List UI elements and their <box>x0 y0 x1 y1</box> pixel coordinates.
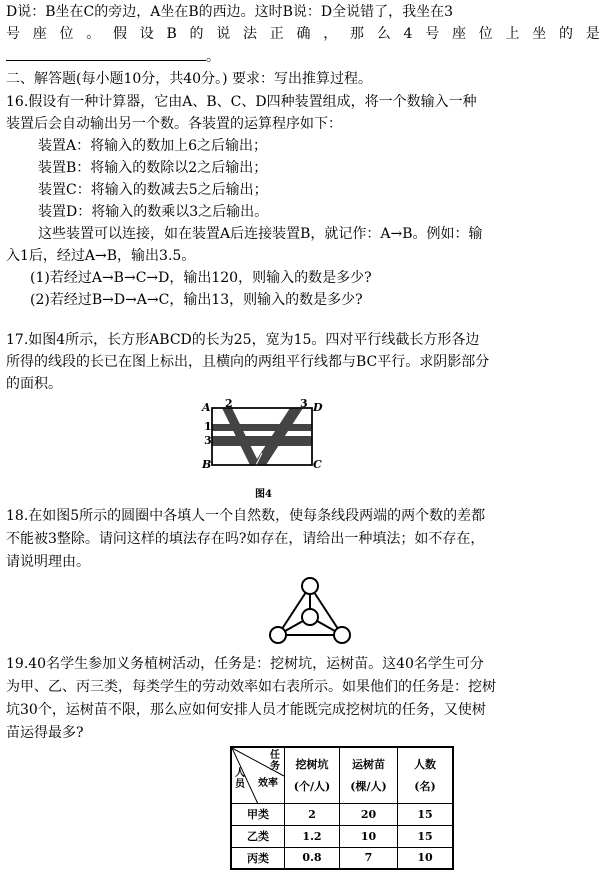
intro-line-2-char: 确 <box>296 26 311 42</box>
q16-device-c: 装置C：将输入的数减去5之后输出； <box>38 182 268 198</box>
segment-number-left-lower: 3 <box>204 434 212 447</box>
label-b: B <box>202 458 212 471</box>
q18-line-2: 不能被3整除。请问这样的填法存在吗?如存在，请给出一种填法；如不存在， <box>6 531 485 547</box>
intro-line-2-char: ， <box>323 26 338 42</box>
intro-line-2-char: 么 <box>376 26 391 42</box>
intro-line-2-char: 坐 <box>532 26 547 42</box>
q19-line-1: 19.40名学生参加义务植树活动，任务是：挖树坑，运树苗。这40名学生可分 <box>6 656 484 672</box>
table-row <box>231 825 453 847</box>
corner-people-label: 人员 <box>235 768 245 790</box>
q16-device-d: 装置D：将输入的数乘以3之后输出。 <box>38 204 269 220</box>
circle-bottom-left <box>270 627 286 643</box>
figure-4-caption: 图4 <box>255 489 272 500</box>
row-count: 10 <box>398 847 454 869</box>
header-carry <box>340 747 398 803</box>
label-d: D <box>313 401 323 414</box>
table-row <box>231 847 453 869</box>
row-label: 甲类 <box>231 803 285 825</box>
intro-line-2-char: 的 <box>189 26 204 42</box>
row-dig: 1.2 <box>285 825 340 847</box>
intro-line-2-char: 座 <box>451 26 466 42</box>
intro-line-2-char: 座 <box>32 26 47 42</box>
intro-line-2-char: 上 <box>505 26 520 42</box>
figure-4-rectangle <box>200 398 330 478</box>
intro-line-2-char: 号 <box>6 26 20 42</box>
circle-bottom-right <box>334 627 350 643</box>
corner-task-label: 任务 <box>270 750 280 772</box>
segment-number-top-left: 2 <box>225 397 233 410</box>
intro-line-3 <box>6 46 600 67</box>
q19-line-3: 坑30个，运树苗不限，那么应如何安排人员才能既完成挖树坑的任务，又使树 <box>6 702 486 718</box>
circle-center <box>302 609 318 625</box>
segment-number-top-right: 3 <box>300 397 308 410</box>
row-dig: 0.8 <box>285 847 340 869</box>
row-carry: 20 <box>340 803 398 825</box>
q17-line-1: 17.如图4所示，长方形ABCD的长为25，宽为15。四对平行线截长方形各边 <box>6 332 480 348</box>
intro-line-2-char: 4 <box>403 26 413 42</box>
header-dig-name: 挖树坑 <box>295 758 329 772</box>
intro-line-2-char: 位 <box>478 26 493 42</box>
row-label: 丙类 <box>231 847 285 869</box>
intro-line-2-char: 法 <box>243 26 258 42</box>
label-a: A <box>202 401 211 414</box>
header-count <box>398 747 454 803</box>
header-carry-unit: (棵/人) <box>350 780 387 794</box>
intro-line-2-char: 。 <box>86 26 101 42</box>
segment-number-left-upper: 1 <box>204 420 212 433</box>
intro-line-2-char: 那 <box>350 26 365 42</box>
row-dig: 2 <box>285 803 340 825</box>
q18-line-3: 请说明理由。 <box>6 554 90 570</box>
q16-line-8: 入1后，经过A→B，输出3.5。 <box>6 248 196 264</box>
header-count-name: 人数 <box>414 758 436 772</box>
header-count-unit: (名) <box>414 780 436 794</box>
intro-line-2-char: 设 <box>139 26 154 42</box>
intro-line-2-char: 的 <box>558 26 573 42</box>
header-carry-name: 运树苗 <box>352 758 385 772</box>
intro-line-3-end: 。 <box>206 49 220 65</box>
intro-line-2 <box>6 24 600 44</box>
horizontal-band-lower <box>212 436 312 446</box>
row-count: 15 <box>398 825 454 847</box>
efficiency-table <box>230 746 454 870</box>
intro-line-2-char: 号 <box>425 26 440 42</box>
q19-line-2: 为甲、乙、丙三类，每类学生的劳动效率如右表所示。如果他们的任务是：挖树 <box>6 679 496 695</box>
circle-top <box>302 578 318 594</box>
row-carry: 7 <box>340 847 398 869</box>
q16-line-2: 装置后会自动输出另一个数。各装置的运算程序如下： <box>6 116 342 132</box>
q18-line-1: 18.在如图5所示的圆圈中各填人一个自然数，使每条线段两端的两个数的差都 <box>6 508 486 524</box>
intro-line-2-char: 是 <box>585 26 600 42</box>
row-label: 乙类 <box>231 825 285 847</box>
q19-line-4: 苗运得最多? <box>6 725 84 741</box>
q16-device-a: 装置A：将输入的数加上6之后输出； <box>38 138 268 154</box>
answer-blank <box>6 46 206 61</box>
intro-line-2-char: 位 <box>59 26 74 42</box>
header-dig-unit: (个/人) <box>293 780 331 794</box>
intro-line-2-char: 正 <box>269 26 284 42</box>
table-row <box>231 803 453 825</box>
section-heading: 二、解答题(每小题10分，共40分。) 要求：写出推算过程。 <box>6 71 373 87</box>
table-corner-cell <box>231 747 285 803</box>
row-count: 15 <box>398 803 454 825</box>
corner-efficiency-label: 效率 <box>258 778 278 789</box>
intro-line-2-char: 假 <box>113 26 127 42</box>
intro-line-2-char: B <box>166 26 177 42</box>
q17-line-3: 的面积。 <box>6 376 62 392</box>
intro-line-1: D说：B坐在C的旁边，A坐在B的西边。这时B说：D全说错了，我坐在3 <box>6 4 454 20</box>
row-carry: 10 <box>340 825 398 847</box>
q16-device-b: 装置B：将输入的数除以2之后输出； <box>38 160 268 176</box>
q16-line-7: 这些装置可以连接，如在装置A后连接装置B，就记作：A→B。例如：输 <box>38 226 483 242</box>
header-dig <box>285 747 340 803</box>
intro-line-2-char: 说 <box>216 26 231 42</box>
q16-sub-1: (1)若经过A→B→C→D，输出120，则输入的数是多少? <box>30 270 372 286</box>
q17-line-2: 所得的线段的长已在图上标出，且横向的两组平行线都与BC平行。求阴影部分 <box>6 354 490 370</box>
horizontal-band-upper <box>212 424 312 431</box>
q16-line-1: 16.假设有一种计算器，它由A、B、C、D四种装置组成，将一个数输入一种 <box>6 94 477 110</box>
label-c: C <box>313 458 322 471</box>
figure-5-circles <box>260 573 360 653</box>
q16-sub-2: (2)若经过B→D→A→C，输出13，则输入的数是多少? <box>30 292 363 308</box>
